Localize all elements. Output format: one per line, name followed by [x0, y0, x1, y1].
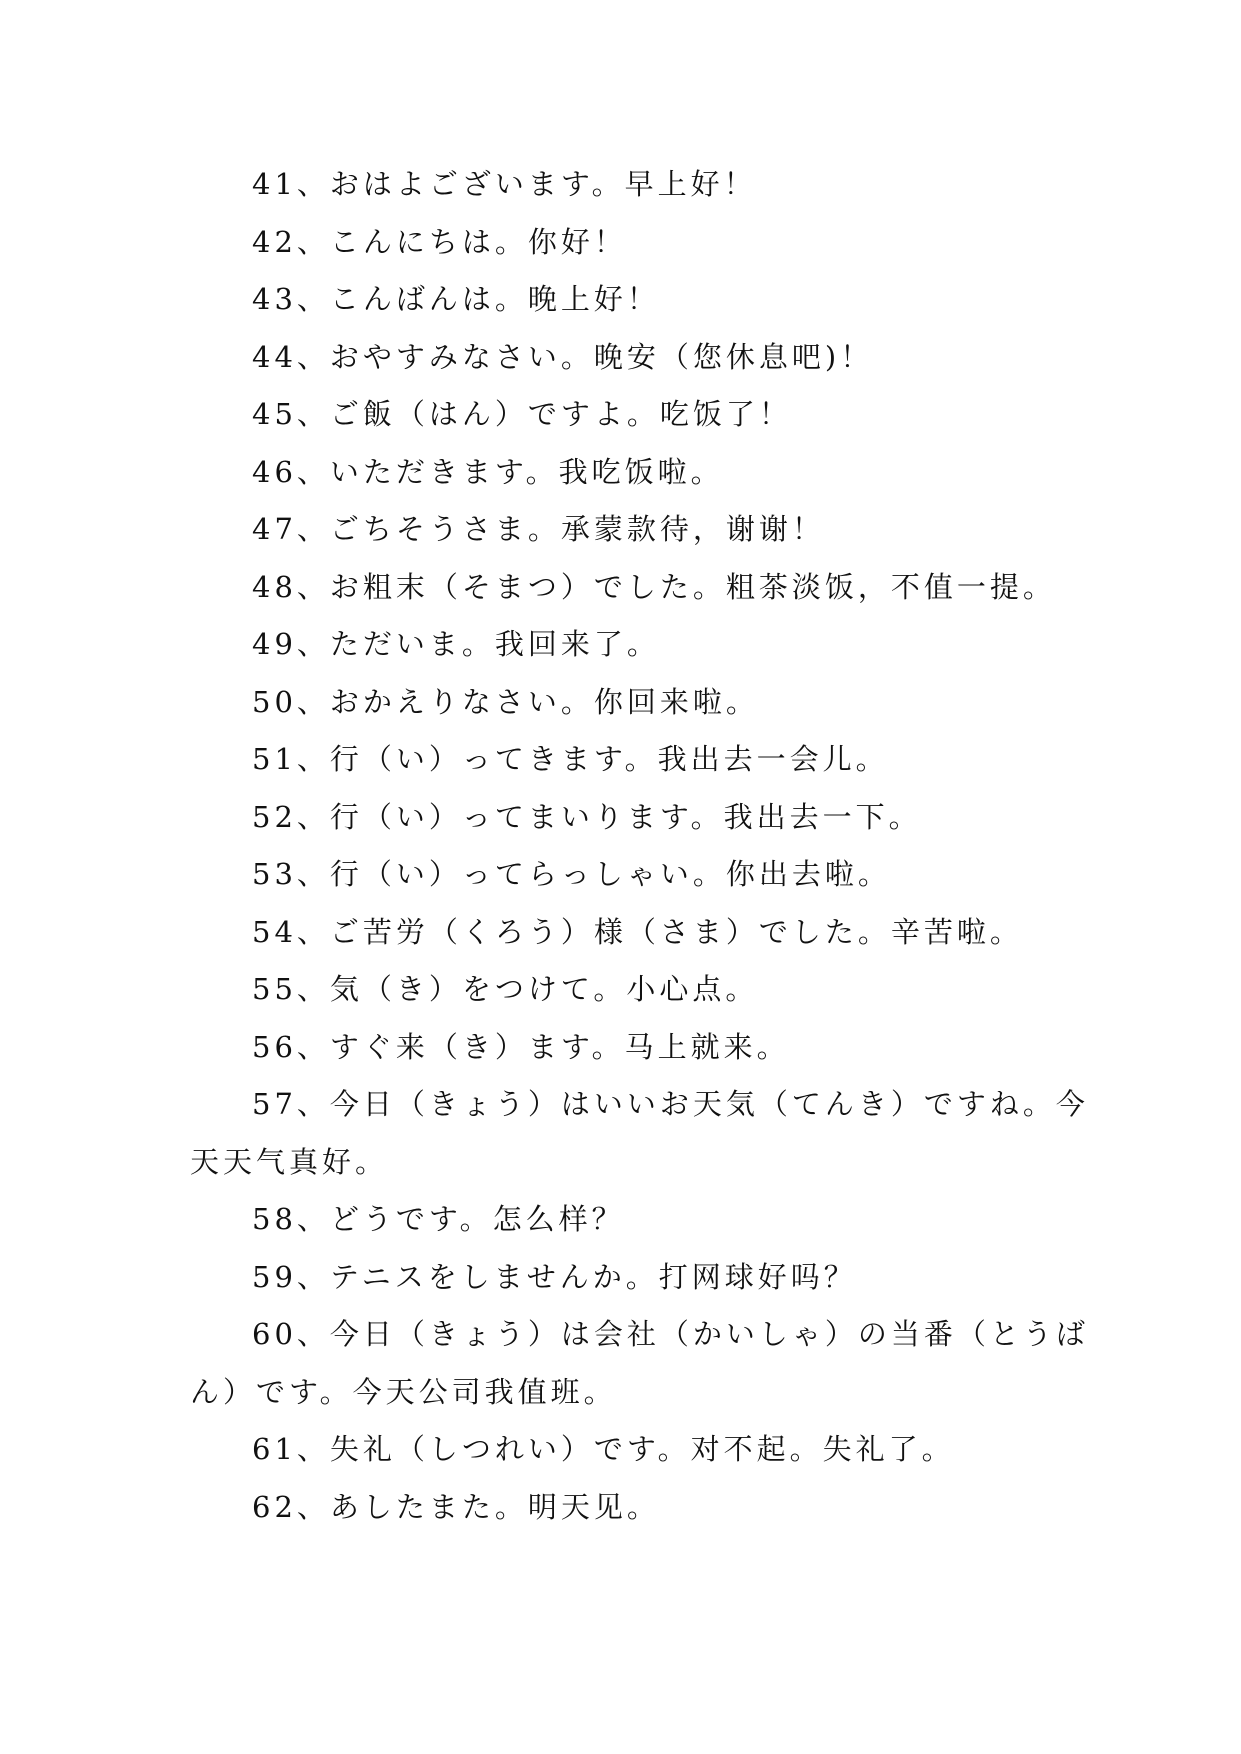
phrase-line-45: 45、ご飯（はん）ですよ。吃饭了！: [252, 397, 792, 431]
phrase-line-55: 55、気（き）をつけて。小心点。: [252, 972, 759, 1006]
phrase-line-62: 62、あしたまた。明天见。: [252, 1489, 660, 1524]
phrase-line-56: 56、すぐ来（き）ます。马上就来。: [252, 1029, 790, 1064]
phrase-line-53: 53、行（い）ってらっしゃい。你出去啦。: [252, 857, 891, 891]
phrase-line-61: 61、失礼（しつれい）です。对不起。失礼了。: [252, 1432, 955, 1466]
phrase-line-54: 54、ご苦労（くろう）様（さま）でした。辛苦啦。: [252, 914, 1023, 949]
phrase-line-60: 60、今日（きょう）は会社（かいしゃ）の当番（とうばん）です。今天公司我值班。: [190, 1317, 1089, 1409]
phrase-line-41: 41、おはよございます。早上好！: [252, 167, 757, 201]
phrase-line-47: 47、ごちそうさま。承蒙款待，谢谢！: [252, 512, 825, 546]
phrase-line-59: 59、テニスをしませんか。打网球好吗？: [252, 1259, 857, 1294]
phrase-line-57: 57、今日（きょう）はいいお天気（てんき）ですね。今天天气真好。: [190, 1087, 1089, 1179]
phrase-line-43: 43、こんばんは。晚上好！: [252, 282, 660, 316]
phrase-line-48: 48、お粗末（そまつ）でした。粗茶淡饭，不值一提。: [252, 569, 1056, 604]
phrase-line-49: 49、ただいま。我回来了。: [252, 627, 660, 661]
document-body: [190, 156, 1090, 1536]
phrase-line-50: 50、おかえりなさい。你回来啦。: [252, 684, 759, 719]
phrase-line-42: 42、こんにちは。你好！: [252, 224, 627, 259]
phrase-line-44: 44、おやすみなさい。晚安（您休息吧)！: [252, 339, 874, 374]
phrase-line-52: 52、行（い）ってまいります。我出去一下。: [252, 799, 922, 834]
phrase-line-58: 58、どうです。怎么样？: [252, 1202, 625, 1236]
phrase-line-51: 51、行（い）ってきます。我出去一会儿。: [252, 742, 889, 776]
phrase-line-46: 46、いただきます。我吃饭啦。: [252, 454, 724, 489]
